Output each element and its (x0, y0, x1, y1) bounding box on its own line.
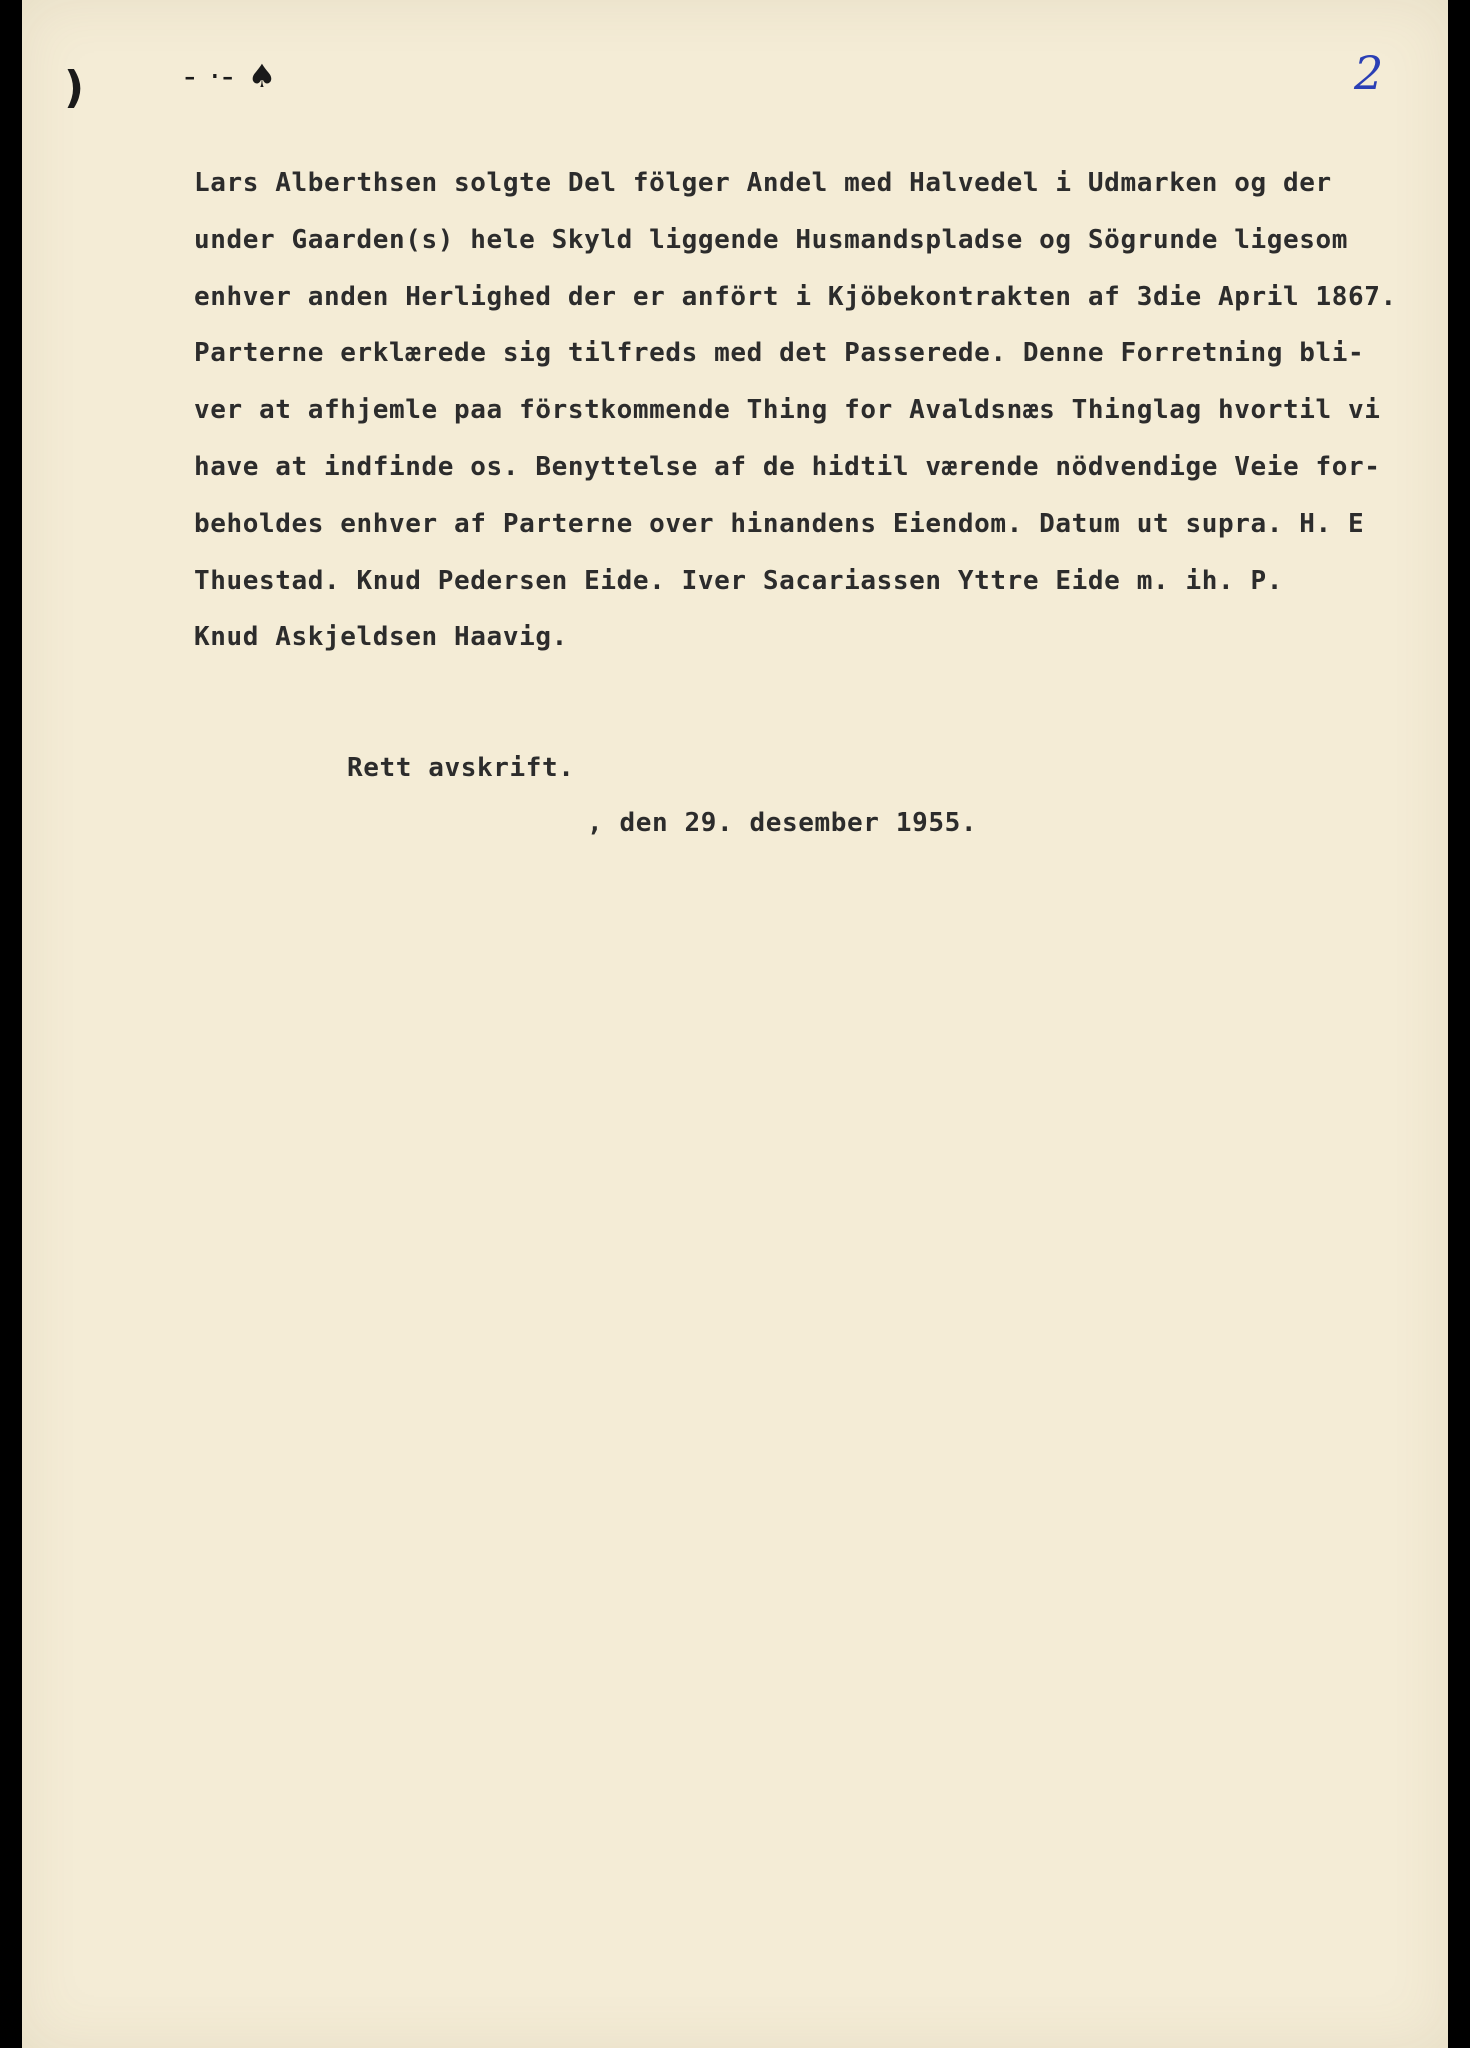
text-line-7: beholdes enhver af Parterne over hinandens Eiendom. Datum ut supra. H. E (194, 508, 1365, 539)
certification-text: Rett avskrift. (347, 753, 575, 783)
text-line-2: under Gaarden(s) hele Skyld liggende Husmandspladse og Sögrunde ligesom (194, 224, 1348, 255)
corner-mark-top: - ·- ♠ (184, 57, 279, 95)
date-line: , den 29. desember 1955. (587, 808, 978, 838)
paper-sheet (22, 0, 1448, 2048)
text-line-3: enhver anden Herlighed der er anfört i Kjöbekontrakten af 3die April 1867. (194, 281, 1397, 312)
text-line-6: have at indfinde os. Benyttelse af de hidtil værende nödvendige Veie for- (194, 451, 1381, 482)
text-line-4: Parterne erklærede sig tilfreds med det Passerede. Denne Forretning bli- (194, 338, 1365, 369)
text-line-9: Knud Askjeldsen Haavig. (194, 622, 568, 653)
text-line-8: Thuestad. Knud Pedersen Eide. Iver Sacariassen Yttre Eide m. ih. P. (194, 565, 1283, 596)
corner-mark-left: ) (64, 62, 85, 113)
typed-body-text (194, 155, 1470, 666)
text-line-1: Lars Alberthsen solgte Del fölger Andel med Halvedel i Udmarken og der (194, 168, 1332, 198)
handwritten-page-number: 2 (1354, 46, 1384, 100)
text-line-5: ver at afhjemle paa förstkommende Thing for Avaldsnæs Thinglag hvortil vi (194, 395, 1381, 426)
